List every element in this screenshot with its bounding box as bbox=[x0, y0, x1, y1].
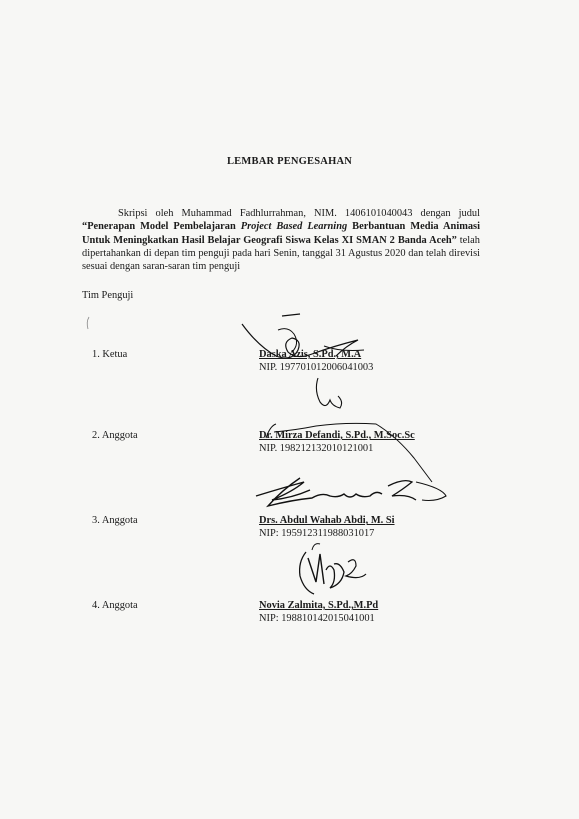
paragraph-intro: Skripsi oleh Muhammad Fadhlurrahman, NIM. 1406101040043 dengan judul bbox=[118, 208, 480, 219]
thesis-title-part2: Berbantuan Media Animasi Untuk Meningkatkan Hasil Belajar Geografi Siswa Kelas XI SMAN 2 Banda Aceh” bbox=[82, 221, 480, 246]
member-role-1: 1. Ketua bbox=[92, 349, 128, 360]
member-name-3: Drs. Abdul Wahab Abdi, M. Si bbox=[259, 515, 395, 526]
approval-paragraph bbox=[82, 207, 480, 273]
member-role-3: 3. Anggota bbox=[92, 515, 138, 526]
member-role-4: 4. Anggota bbox=[92, 600, 138, 611]
member-name-2: Dr. Mirza Defandi, S.Pd., M.Soc.Sc bbox=[259, 430, 415, 441]
examiner-team-label: Tim Penguji bbox=[82, 290, 134, 301]
member-nip-2: NIP. 198212132010121001 bbox=[259, 443, 374, 454]
member-name-4: Novia Zalmita, S.Pd.,M.Pd bbox=[259, 600, 379, 611]
member-nip-1: NIP. 197701012006041003 bbox=[259, 362, 374, 373]
member-role-2: 2. Anggota bbox=[92, 430, 138, 441]
paragraph-closing: telah dipertahankan di depan tim penguji pada hari Senin, tanggal 31 Agustus 2020 dan telah direvisi sesuai dengan saran-saran tim penguji bbox=[82, 234, 480, 273]
member-nip-3: NIP: 195912311988031017 bbox=[259, 528, 375, 539]
signature-4 bbox=[290, 540, 380, 602]
thesis-title-part1: “Penerapan Model Pembelajaran bbox=[82, 221, 241, 233]
member-nip-4: NIP: 198810142015041001 bbox=[259, 613, 375, 624]
signature-3 bbox=[252, 470, 452, 516]
member-name-1: Daska Azis, S.Pd., M.A bbox=[259, 349, 362, 360]
page-title: LEMBAR PENGESAHAN bbox=[226, 156, 353, 167]
thesis-title-italic: Project Based Learning bbox=[240, 221, 348, 233]
margin-mark bbox=[84, 316, 92, 330]
